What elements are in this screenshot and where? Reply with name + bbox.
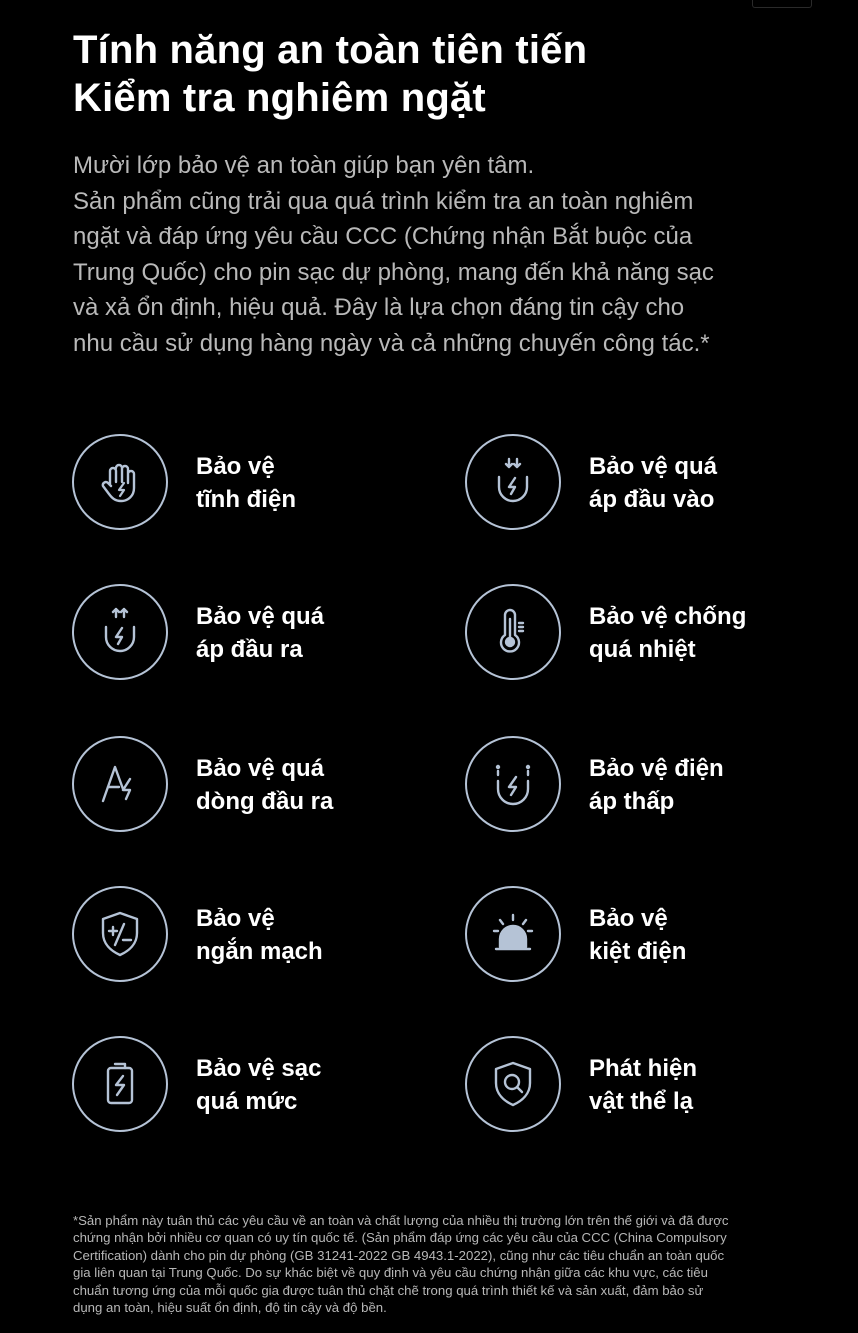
- alarm-light-icon: [486, 907, 540, 961]
- title-line-2: Kiểm tra nghiêm ngặt: [73, 76, 486, 120]
- feature-icon-circle: [72, 1036, 168, 1132]
- feature-undervoltage: [465, 736, 805, 836]
- feature-output-overcurrent: [72, 736, 412, 836]
- intro-line: và xả ổn định, hiệu quả. Đây là lựa chọn đáng tin cậy cho: [73, 294, 685, 322]
- page-title: [73, 26, 587, 122]
- intro-line: Trung Quốc) cho pin sạc dự phòng, mang đến khả năng sạc: [73, 258, 714, 286]
- shield-plus-minus-icon: [93, 907, 147, 961]
- feature-icon-circle: [465, 886, 561, 982]
- feature-label: Bảo vệ quá áp đầu vào: [589, 453, 718, 513]
- feature-icon-circle: [465, 1036, 561, 1132]
- feature-icon-circle: [72, 886, 168, 982]
- footnote-line: *Sản phẩm này tuân thủ các yêu cầu về an toàn và chất lượng của nhiều thị trường lớn trên thế giới và đã được: [73, 1213, 729, 1228]
- footnote-line: chứng nhận bởi nhiều cơ quan có uy tín quốc tế. (Sản phẩm đáp ứng các yêu cầu của CCC (China Compulsory: [73, 1230, 727, 1246]
- feature-label: Bảo vệ tĩnh điện: [196, 453, 296, 513]
- feature-static-protection: [72, 434, 412, 534]
- intro-line: Mười lớp bảo vệ an toàn giúp bạn yên tâm.: [73, 152, 535, 179]
- feature-label: Phát hiện vật thể lạ: [589, 1055, 698, 1115]
- feature-input-overvoltage: [465, 434, 805, 534]
- feature-icon-circle: [72, 434, 168, 530]
- input-overvoltage-icon: [486, 455, 540, 509]
- feature-output-overvoltage: [72, 584, 412, 684]
- intro-line: ngặt và đáp ứng yêu cầu CCC (Chứng nhận Bắt buộc của: [73, 223, 693, 251]
- feature-label: Bảo vệ quá dòng đầu ra: [196, 755, 334, 815]
- feature-icon-circle: [465, 434, 561, 530]
- output-overvoltage-icon: [93, 605, 147, 659]
- feature-label: Bảo vệ quá áp đầu ra: [196, 603, 325, 663]
- feature-over-temperature: [465, 584, 805, 684]
- intro-line: nhu cầu sử dụng hàng ngày và cả những chuyến công tác.*: [73, 329, 710, 357]
- feature-icon-circle: [72, 584, 168, 680]
- feature-overcharge: [72, 1036, 412, 1136]
- intro-line: Sản phẩm cũng trải qua quá trình kiểm tra an toàn nghiêm: [73, 187, 694, 215]
- feature-foreign-object-detection: [465, 1036, 805, 1136]
- top-tab: [752, 0, 812, 8]
- title-line-1: Tính năng an toàn tiên tiến: [73, 28, 588, 72]
- feature-label: Bảo vệ điện áp thấp: [589, 755, 724, 815]
- feature-label: Bảo vệ ngắn mạch: [196, 905, 323, 965]
- feature-icon-circle: [72, 736, 168, 832]
- overcurrent-icon: [93, 757, 147, 811]
- footnote-line: chuẩn tương ứng của mỗi quốc gia được tuân thủ chặt chẽ trong quá trình thiết kế và sản xuất, đảm bảo sử: [73, 1282, 704, 1298]
- feature-label: Bảo vệ chống quá nhiệt: [589, 603, 747, 663]
- feature-short-circuit: [72, 886, 412, 986]
- footnote: [73, 1212, 793, 1316]
- footnote-line: dụng an toàn, hiệu suất ổn định, độ tin cậy và độ bền.: [73, 1300, 387, 1316]
- feature-depletion: [465, 886, 805, 986]
- feature-icon-circle: [465, 736, 561, 832]
- feature-icon-circle: [465, 584, 561, 680]
- thermometer-icon: [486, 605, 540, 659]
- undervoltage-icon: [486, 757, 540, 811]
- battery-bolt-icon: [93, 1057, 147, 1111]
- feature-label: Bảo vệ kiệt điện: [589, 905, 687, 965]
- intro-paragraph: [73, 148, 793, 362]
- shield-search-icon: [486, 1057, 540, 1111]
- footnote-line: gia liên quan tại Trung Quốc. Do sự khác biệt về quy định và yêu cầu chứng nhận giữa các khu vực, các tiêu: [73, 1265, 708, 1281]
- footnote-line: Certification) dành cho pin dự phòng (GB 31241-2022 GB 4943.1-2022), cũng như các tiêu chuẩn an toàn quốc: [73, 1247, 725, 1263]
- hand-static-icon: [93, 455, 147, 509]
- feature-label: Bảo vệ sạc quá mức: [196, 1055, 322, 1115]
